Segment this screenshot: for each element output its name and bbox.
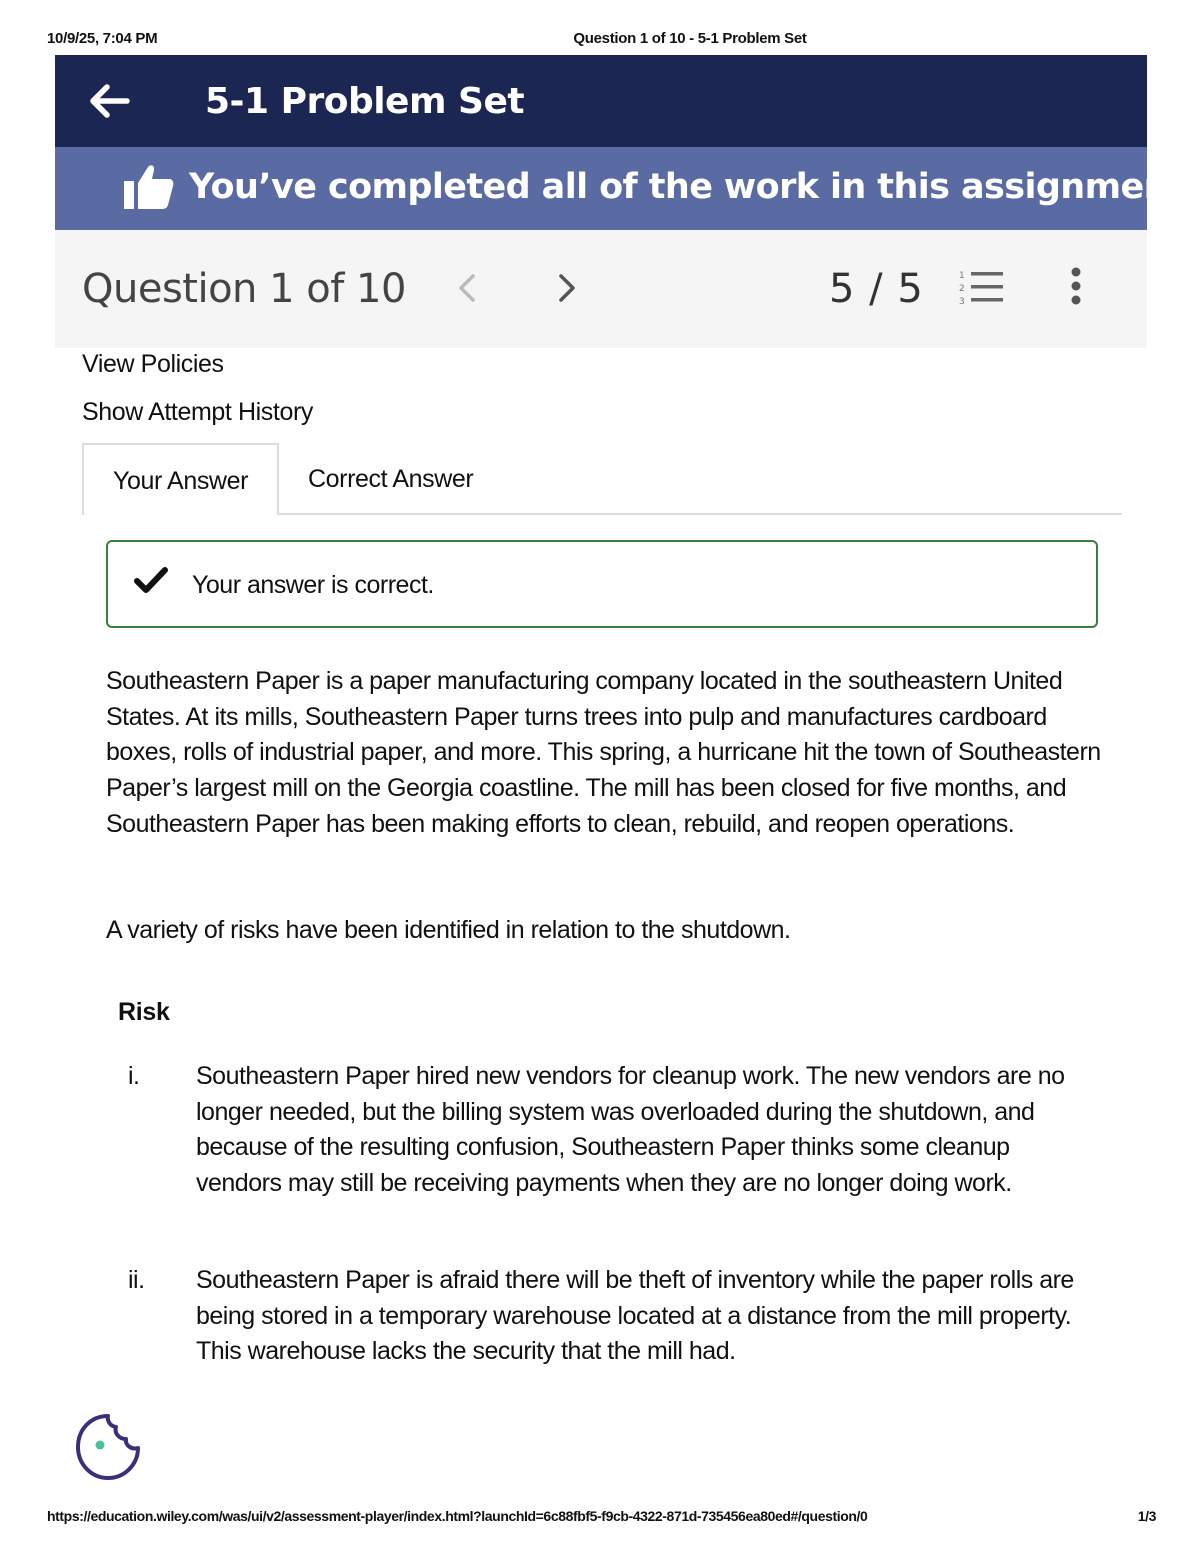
assignment-header [55,55,1147,147]
question-toolbar [55,230,1147,348]
chevron-right-icon[interactable] [553,270,581,306]
completion-message: You’ve completed all of the work in this assignment. [189,167,1197,207]
question-paragraph: Southeastern Paper is a paper manufacturing company located in the southeastern United States. At its mills, Southeastern Paper turns trees into pulp and manufactures cardboard boxes, rolls of industrial paper, and more. This spring, a hurricane hit the town of Southeastern Paper’s largest mill on the Georgia coastline. The mill has been closed for five months, and Southeastern Paper has been making efforts to clean, rebuild, and reopen operations. [106,667,1101,838]
more-vertical-icon[interactable] [1065,266,1087,310]
chevron-left-icon[interactable] [453,270,481,306]
completion-banner [55,147,1197,230]
print-header [0,30,1200,50]
svg-text:1: 1 [959,271,965,281]
question-score: 5 / 5 [829,266,924,312]
show-attempt-history-link[interactable]: Show Attempt History [82,398,313,426]
arrow-left-icon[interactable] [87,79,131,123]
thumbs-up-icon [121,163,175,213]
question-counter: Question 1 of 10 [82,266,406,312]
answer-result-box [106,540,1098,628]
numbered-list-icon[interactable] [957,268,1007,308]
print-page-number: 1/3 [1137,1508,1156,1524]
list-item-text: Southeastern Paper is afraid there will be theft of inventory while the paper rolls are being stored in a temporary warehouse located at a distance from the mill property. This warehouse lacks the security that the mill had. [196,1266,1074,1366]
tab-your-answer[interactable]: Your Answer [82,443,279,515]
print-url: https://education.wiley.com/was/ui/v2/assessment-player/index.html?launchId=6c88fbf5-f9cb-4322-871d-735456ea80ed#/question/0 [47,1508,868,1524]
svg-text:3: 3 [959,297,965,307]
svg-text:2: 2 [959,284,965,294]
print-doc-title: Question 1 of 10 - 5-1 Problem Set [573,30,807,47]
question-paragraph: A variety of risks have been identified in relation to the shutdown. [106,916,791,944]
risk-heading: Risk [118,998,170,1026]
print-footer [0,1508,1200,1528]
cookie-icon[interactable] [73,1412,143,1482]
result-text: Your answer is correct. [192,571,434,599]
list-numeral: ii. [128,1266,145,1294]
list-numeral: i. [128,1062,140,1090]
view-policies-link[interactable]: View Policies [82,350,224,378]
answer-tabs [82,443,1122,515]
list-item-text: Southeastern Paper hired new vendors for cleanup work. The new vendors are no longer needed, but the billing system was overloaded during the shutdown, and because of the resulting confusion, Southeastern Paper thinks some cleanup vendors may still be receiving payments when they are no longer doing work. [196,1062,1065,1198]
assignment-title: 5-1 Problem Set [205,81,525,122]
print-datetime: 10/9/25, 7:04 PM [47,30,158,47]
checkmark-icon [134,566,168,596]
tab-correct-answer[interactable]: Correct Answer [308,465,474,493]
